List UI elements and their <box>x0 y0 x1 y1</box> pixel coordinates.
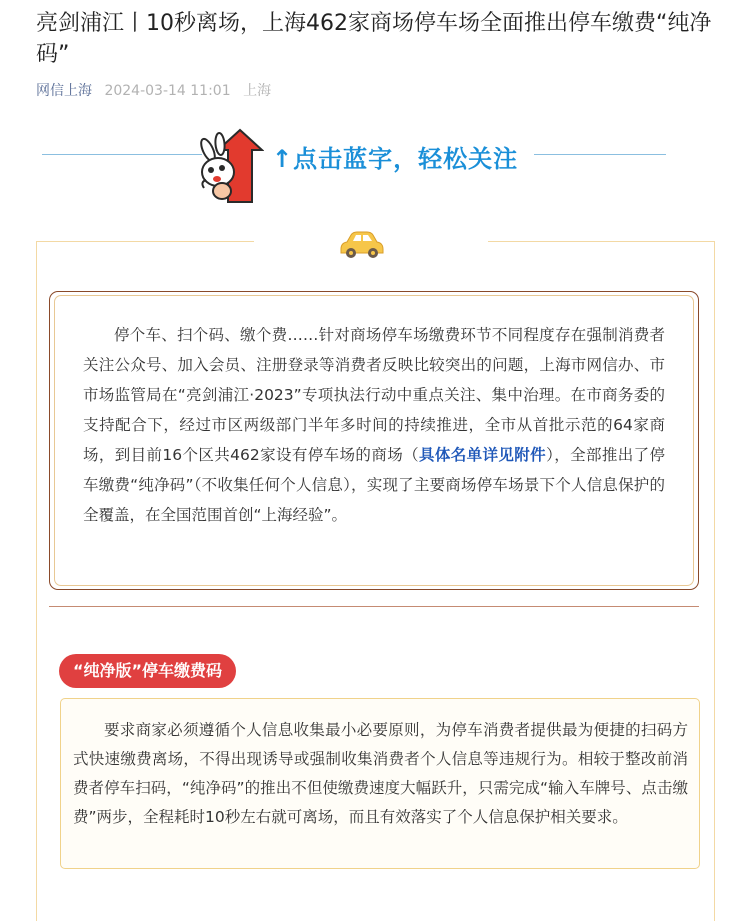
publish-location: 上海 <box>243 83 272 99</box>
section-body-paragraph: 要求商家必须遵循个人信息收集最小必要原则，为停车消费者提供最为便捷的扫码方式快速缴费离场，不得出现诱导或强制收集消费者个人信息等违规行为。相较于整改前消费者停车扫码，“纯净码”的推出不但使缴费速度大幅跃升，只需完成“输入车牌号、点击缴费”两步，全程耗时10秒左右就可离场，而且有效落实了个人信息保护相关要求。 <box>73 721 688 826</box>
banner-line-right <box>534 154 666 155</box>
section-heading-badge: “纯净版”停车缴费码 <box>59 654 236 688</box>
article-title: 亮剑浦江丨10秒离场，上海462家商场停车场全面推出停车缴费“纯净码” <box>36 11 712 67</box>
intro-paragraph <box>83 320 665 530</box>
yellow-car-icon <box>335 227 387 261</box>
intro-text-after: ），全部推出了停车缴费“纯净码”（不收集任何个人信息），实现了主要商场停车场景下个人信息保护的全覆盖，在全国范围首创“上海经验”。 <box>83 446 665 524</box>
intro-text-before: 停个车、扫个码、缴个费……针对商场停车场缴费环节不同程度存在强制消费者关注公众号、加入会员、注册登录等消费者反映比较突出的问题，上海市网信办、市市场监管局在“亮剑浦江·2023”专项执法行动中重点关注、集中治理。在市商务委的支持配合下，经过市区两级部门半年多时间的持续推进，全市从首批示范的64家商场，到目前16个区共462家设有停车场的商场（ <box>83 326 665 464</box>
banner-line-left <box>42 154 202 155</box>
author-link[interactable]: 网信上海 <box>36 83 92 99</box>
article-meta <box>36 80 271 100</box>
rabbit-mascot-with-arrow-icon <box>198 128 264 203</box>
attachment-list-link[interactable]: 具体名单详见附件 <box>418 446 547 464</box>
frame-top-line-left <box>36 241 254 242</box>
publish-date: 2024-03-14 11:01 <box>104 83 231 99</box>
follow-prompt-text[interactable]: ↑点击蓝字，轻松关注 <box>272 145 519 173</box>
section-divider <box>49 606 699 607</box>
follow-banner[interactable] <box>40 128 668 203</box>
frame-top-line-right <box>488 241 714 242</box>
